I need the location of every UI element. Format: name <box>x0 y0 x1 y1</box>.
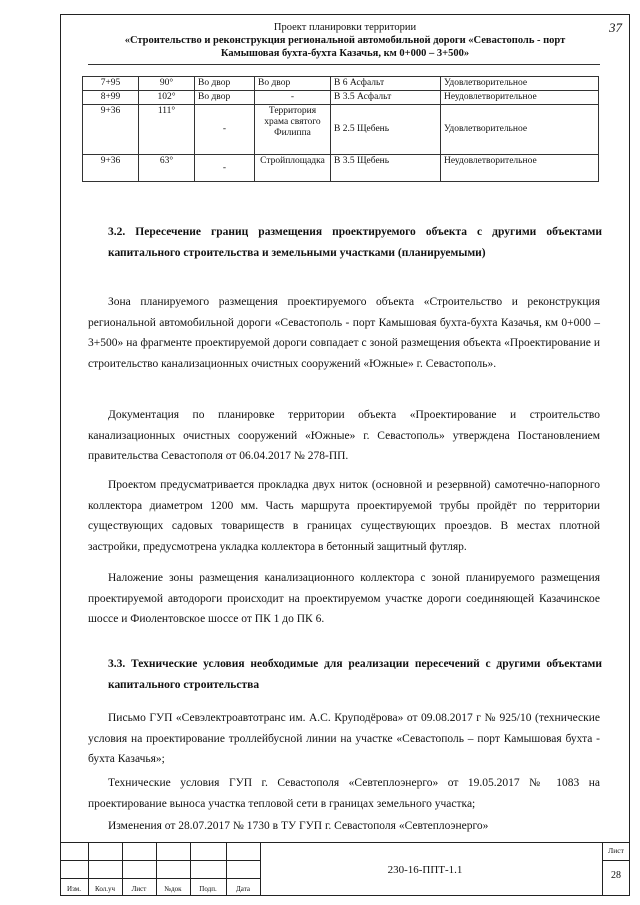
header-project-title <box>60 34 630 60</box>
stamp-label-doc: №док <box>164 885 182 893</box>
section-3-2-paragraph-2: Документация по планировке территории объекта «Проектирование и строительство канализационных очистных сооружений «Южные» г. Севастополь» утверждена Постановлением правительства Севастополя от 06.04.2017 № 278-ПП. <box>88 409 600 462</box>
table-cell: В 3.5 Асфальт <box>331 91 441 105</box>
stamp-label-sheet: Лист <box>131 885 147 893</box>
table-cell: Неудовлетворительное <box>441 155 599 182</box>
table-row <box>83 91 599 105</box>
table-cell: 8+99 <box>83 91 139 105</box>
table-cell: Удовлетворительное <box>441 77 599 91</box>
stamp-divider <box>60 860 260 861</box>
table-cell: В 3.5 Щебень <box>331 155 441 182</box>
table-cell: Стройплощадка <box>255 155 331 182</box>
table-cell: Во двор <box>195 91 255 105</box>
section-3-3-paragraph-1: Письмо ГУП «Севэлектроавтотранс им. А.С. Круподёрова» от 09.08.2017 г № 925/10 (технические условия на проектирование троллейбусной линии на участке «Севастополь – порт Камышовая бухта - бухта Казачья»; <box>88 712 600 765</box>
page-number: 37 <box>609 20 622 35</box>
stamp-label-signature: Подп. <box>199 885 217 893</box>
table-cell: Во двор <box>255 77 331 91</box>
junction-table <box>82 76 599 182</box>
section-3-2-paragraph-1: Зона планируемого размещения проектируемого объекта «Строительство и реконструкция региональной автомобильной дороги «Севастополь - порт Камышовая бухта-бухта Казачья, км 0+000 – 3+500» на фрагменте проектируемой дороги совпадает с зоной размещения объекта «Проектирование и строительство канализационных очистных сооружений «Южные» г. Севастополь». <box>88 296 600 370</box>
header-title-line2: Камышовая бухта-бухта Казачья, км 0+000 – 3+500» <box>220 48 470 59</box>
table-cell: 9+36 <box>83 155 139 182</box>
section-3-3-paragraph-3: Изменения от 28.07.2017 № 1730 в ТУ ГУП г. Севастополя «Севтеплоэнерго» <box>108 820 489 832</box>
table-row <box>83 105 599 155</box>
section-3-3-paragraph-2: Технические условия ГУП г. Севастополя «Севтеплоэнерго» от 19.05.2017 № 1083 на проектирование выноса участка тепловой сети в границах земельного участка; <box>88 777 600 810</box>
table-cell: 7+95 <box>83 77 139 91</box>
stamp-divider <box>60 878 260 879</box>
document-code: 230-16-ППТ-1.1 <box>387 864 463 876</box>
stamp-label-date: Дата <box>236 885 250 893</box>
header-divider <box>88 64 600 65</box>
stamp-divider <box>60 842 630 843</box>
table-cell: - <box>195 155 255 182</box>
section-3-2-paragraph-4: Наложение зоны размещения канализационного коллектора с зоной планируемого размещения проектируемой автодороги происходит на проектируемом участке дороги соединяющей Казачинское шоссе и Фиолентовское шоссе от ПК 1 до ПК 6. <box>88 572 600 625</box>
table-cell: 111° <box>139 105 195 155</box>
title-block-stamp <box>60 842 630 896</box>
table-row <box>83 155 599 182</box>
table-cell: Удовлетворительное <box>441 105 599 155</box>
table-cell: Неудовлетворительное <box>441 91 599 105</box>
table-cell: Территория храма святого Филиппа <box>255 105 331 155</box>
table-cell: В 2.5 Щебень <box>331 105 441 155</box>
section-3-2-paragraph-3: Проектом предусматривается прокладка двух ниток (основной и резервной) самотечно-напорного коллектора диаметром 1200 мм. Часть маршрута проектируемой трубы пройдёт по территории существующих садовых товариществ в границах существующих проездов. В местах плотной застройки, предусмотрена укладка коллектора в бетонный защитный футляр. <box>88 479 600 553</box>
table-cell: - <box>195 105 255 155</box>
table-cell: - <box>255 91 331 105</box>
table-row <box>83 77 599 91</box>
stamp-label-count: Кол.уч <box>95 885 115 893</box>
header-project-type: Проект планировки территории <box>273 22 417 33</box>
sheet-label: Лист <box>608 846 624 855</box>
header-title-line1: «Строительство и реконструкция региональной автомобильной дороги «Севастополь - порт <box>124 35 566 46</box>
sheet-number: 28 <box>611 870 621 881</box>
table-cell: 9+36 <box>83 105 139 155</box>
table-cell: 102° <box>139 91 195 105</box>
stamp-divider <box>602 860 630 861</box>
table-cell: 63° <box>139 155 195 182</box>
table-cell: 90° <box>139 77 195 91</box>
section-3-2-heading: 3.2. Пересечение границ размещения проектируемого объекта с другими объектами капитального строительства и земельными участками (планируемыми) <box>108 226 602 259</box>
table-cell: В 6 Асфальт <box>331 77 441 91</box>
section-3-3-heading: 3.3. Технические условия необходимые для реализации пересечений с другими объектами капитального строительства <box>108 658 602 691</box>
stamp-label-change: Изм. <box>67 885 81 893</box>
table-cell: Во двор <box>195 77 255 91</box>
